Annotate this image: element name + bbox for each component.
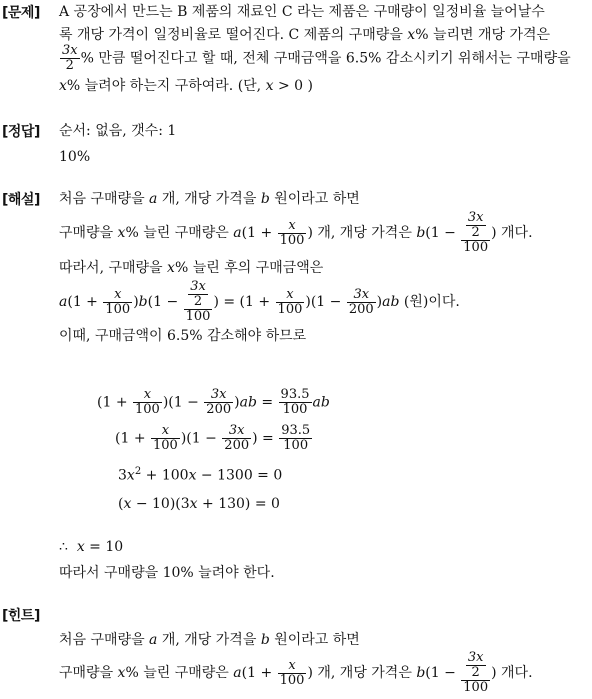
solution-line-4: a(1 + $\frac{x}{100}$ )b(1 − $\frac{\frac{3x}{2}}{100}$ ) = (1 + $\frac{x}{100}$ )(1 − $\frac{3x}{200}$ )ab (원)이다. <box>59 279 460 324</box>
hint-tag: [힌트] <box>2 608 40 624</box>
solution-line-3: 따라서, 구매량을 x% 늘린 후의 구매금액은 <box>59 260 324 276</box>
solution-line-5: 이때, 구매금액이 6.5% 감소해야 하므로 <box>59 328 307 344</box>
solution-tag: [해설] <box>2 192 40 208</box>
equation-1: (1 + $\frac{x}{100}$ )(1 − $\frac{3x}{200}$ )ab = $\frac{93.5}{100}$ ab <box>97 387 330 417</box>
answer-value: 10% <box>59 149 91 165</box>
equation-4: (x − 10)(3x + 130) = 0 <box>118 496 280 512</box>
answer-tag: [정답] <box>2 124 40 140</box>
problem-line-3: $\frac{3x}{2}$ % 만큼 떨어진다고 할 때, 전체 구매금액을 6.5% 감소시키기 위해서는 구매량을 <box>62 43 571 73</box>
problem-tag: [문제] <box>2 5 40 21</box>
problem-line-4: x% 늘려야 하는지 구하여라. (단, x > 0 ) <box>59 78 313 94</box>
fraction-3x-over-2: $\frac{3x}{2}$ <box>62 43 78 73</box>
problem-line-1: A 공장에서 만드는 B 제품의 재료인 C 라는 제품은 구매량이 일정비율 늘어날수 <box>59 4 545 20</box>
solution-final: 따라서 구매량을 10% 늘려야 한다. <box>59 565 275 581</box>
hint-line-1: 처음 구매량을 a 개, 개당 가격을 b 원이라고 하면 <box>59 632 360 648</box>
hint-line-2: 구매량을 x% 늘린 구매량은 a(1 + $\frac{x}{100}$ ) 개, 개당 가격은 b(1 − $\frac{\frac{3x}{2}}{100}$ ) 개다. <box>59 650 533 695</box>
equation-2: (1 + $\frac{x}{100}$ )(1 − $\frac{3x}{200}$ ) = $\frac{93.5}{100}$ <box>115 423 311 453</box>
solution-conclusion: ∴ x = 10 <box>59 539 124 555</box>
equation-3: $3x^2 + 100x - 1300 = 0$ <box>118 466 283 484</box>
solution-line-2: 구매량을 x% 늘린 구매량은 a(1 + $\frac{x}{100}$ ) 개, 개당 가격은 b(1 − $\frac{\frac{3x}{2}}{100}$ ) 개다. <box>59 210 533 255</box>
solution-line-1: 처음 구매량을 a 개, 개당 가격을 b 원이라고 하면 <box>59 191 360 207</box>
answer-meta: 순서: 없음, 갯수: 1 <box>59 123 177 139</box>
problem-line-2: 록 개당 가격이 일정비율로 떨어진다. C 제품의 구매량을 x% 늘리면 개당 가격은 <box>59 27 551 43</box>
